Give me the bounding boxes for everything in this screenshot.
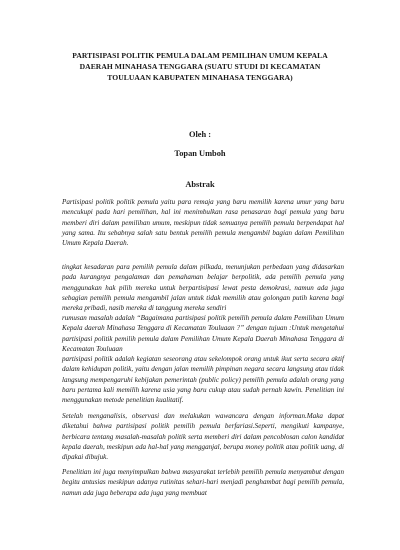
abstract-heading: Abstrak bbox=[185, 180, 215, 189]
author-name: Topan Umboh bbox=[174, 149, 226, 158]
title-line: TOULUAAN KABUPATEN MINAHASA TENGGARA) bbox=[107, 73, 293, 82]
title-line: DAERAH MINAHASA TENGGARA (SUATU STUDI DI KECAMATAN bbox=[79, 62, 321, 71]
byline: Oleh : bbox=[188, 130, 212, 139]
abstract-paragraph: tingkat kesadaran para pemilih pemula dalam pilkada, menunjukan perbedaan yang didasarkan pada kurangnya pengalaman dan pemahaman belajar berpolitik, ada pemilih pemula yang menggunakan hak pilih mereka untuk berpartisipasi lewat pesta demokrasi, namun ada juga sebagian pemilih pemula mengambil jalan untuk tidak memilih atau golongan putih karena bagi mereka pribadi, nasib mereka di tanggung mereka sendiri bbox=[62, 263, 344, 313]
abstract-paragraph: partisipasi politik adalah kegiatan seseorang atau sekelompok orang untuk ikut serta secara aktif dalam kehidupan politik, yaitu dengan jalan memilih pimpinan negara secara langsung atau tidak langsung mempengaruhi kebijakan pemerintah (public policy) pemilih pemula adalah orang yang baru pertama kali memilih karena usia yang baru cukup atau sudah pernah kawin. Penelitian ini menggunakan metode penelitian kualitatif. bbox=[62, 355, 344, 405]
paper-title bbox=[58, 50, 342, 83]
title-line: PARTISIPASI POLITIK PEMULA DALAM PEMILIHAN UMUM KEPALA bbox=[72, 51, 328, 60]
abstract-paragraph: rumusan masalah adalah “Bagaimana partisipasi politik pemilih pemula dalam Pemilihan Umum Kepala daerah Minahasa Tenggara di Kecamatan Touluaan ?” dengan tujuan :Untuk mengetahui partisipasi politik pemilih pemula dalam Pemilihan Umum Kepala Daerah Minahasa Tenggara di Kecamatan Touluaan bbox=[62, 314, 344, 353]
abstract-paragraph: Setelah menganalisis, observasi dan melakukan wawancara dengan informan.Maka dapat diketahui bahwa partisipasi politik pemilih pemula berfariasi.Seperti, mengikuti kampanye, berbicara tentang masalah-masalah politik serta memberi diri dalam pencoblosan calon kandidat kepala daerah, meskipun ada hal-hal yang mengganjal, berupa money politik atau politik uang, di dipakai dibujuk. bbox=[62, 412, 344, 462]
abstract-paragraph: Partisipasi politik politik pemula yaitu para remaja yang baru memilih karena umur yang baru mencukupi pada hari pemilihan, hal ini menimbulkan rasa penasaran bagi pemula yang baru memberi diri dalam pemilihan umum, meskipun tidak semuanya pemilih pemula berpendapat hal yang sama. Itu sebabnya salah satu bentuk pemilih pemula mengambil bagian dalam Pemilihan Umum Kepala Daerah. bbox=[62, 198, 344, 248]
abstract-paragraph: Penelitian ini juga menyimpulkan bahwa masyarakat terlebih pemilih pemula menyambut dengan begitu antusias meskipun adanya rutinitas sehari-hari menjadi penghambat bagi pemilih pemula, namun ada juga beberapa ada juga yang membuat bbox=[62, 468, 344, 497]
